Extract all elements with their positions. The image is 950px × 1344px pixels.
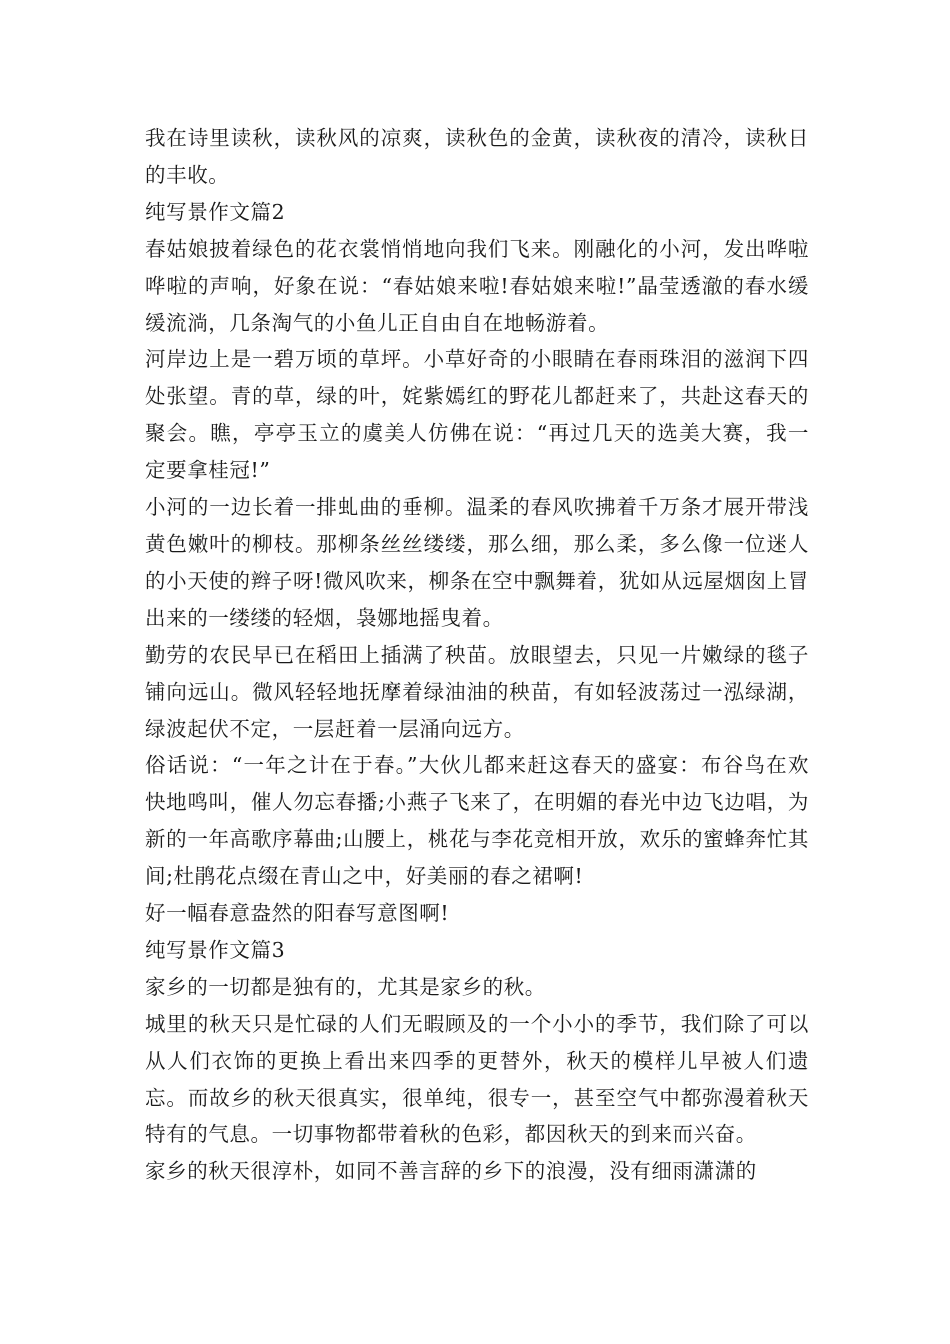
document-body [145, 120, 809, 1190]
heading-essay-3: 纯写景作文篇3 [145, 937, 286, 962]
paragraph-hometown-simple: 家乡的秋天很淳朴，如同不善言辞的乡下的浪漫，没有细雨潇潇的 [145, 1159, 757, 1184]
paragraph-spring-girl: 春姑娘披着绿色的花衣裳悄悄地向我们飞来。刚融化的小河，发出哗啦哗啦的声响，好象在说：“春姑娘来啦!春姑娘来啦!”晶莹透澈的春水缓缓流淌，几条淘气的小鱼儿正自由自在地畅游着。 [145, 236, 810, 335]
paragraph-spring-picture: 好一幅春意盎然的阳春写意图啊! [145, 901, 450, 926]
paragraph-farmers: 勤劳的农民早已在稻田上插满了秧苗。放眼望去，只见一片嫩绿的毯子铺向远山。微风轻轻地抚摩着绿油油的秧苗，有如轻波荡过一泓绿湖，绿波起伏不定，一层赶着一层涌向远方。 [145, 642, 809, 741]
paragraph-riverbank-grass: 河岸边上是一碧万顷的草坪。小草好奇的小眼睛在春雨珠泪的滋润下四处张望。青的草，绿的叶，姹紫嫣红的野花儿都赶来了，共赴这春天的聚会。瞧，亭亭玉立的虞美人仿佛在说：“再过几天的选美大赛，我一定要拿桂冠!” [145, 347, 809, 483]
paragraph-proverb: 俗话说：“一年之计在于春。”大伙儿都来赶这春天的盛宴：布谷鸟在欢快地鸣叫，催人勿忘春播;小燕子飞来了，在明媚的春光中边飞边唱，为新的一年高歌序幕曲;山腰上，桃花与李花竞相开放，欢乐的蜜蜂奔忙其间;杜鹃花点缀在青山之中，好美丽的春之裙啊! [145, 753, 809, 889]
paragraph-hometown-intro: 家乡的一切都是独有的，尤其是家乡的秋。 [145, 974, 546, 999]
paragraph-city-autumn: 城里的秋天只是忙碌的人们无暇顾及的一个小小的季节，我们除了可以从人们衣饰的更换上看出来四季的更替外，秋天的模样儿早被人们遗忘。而故乡的秋天很真实，很单纯，很专一，甚至空气中都弥漫着秋天特有的气息。一切事物都带着秋的色彩，都因秋天的到来而兴奋。 [145, 1011, 809, 1147]
paragraph-autumn-poem: 我在诗里读秋，读秋风的凉爽，读秋色的金黄，读秋夜的清冷，读秋日的丰收。 [145, 126, 809, 187]
paragraph-willows: 小河的一边长着一排虬曲的垂柳。温柔的春风吹拂着千万条才展开带浅黄色嫩叶的柳枝。那柳条丝丝缕缕，那么细，那么柔，多么像一位迷人的小天使的辫子呀!微风吹来，柳条在空中飘舞着，犹如从远屋烟囱上冒出来的一缕缕的轻烟，袅娜地摇曳着。 [145, 495, 809, 630]
heading-essay-2: 纯写景作文篇2 [145, 199, 286, 224]
